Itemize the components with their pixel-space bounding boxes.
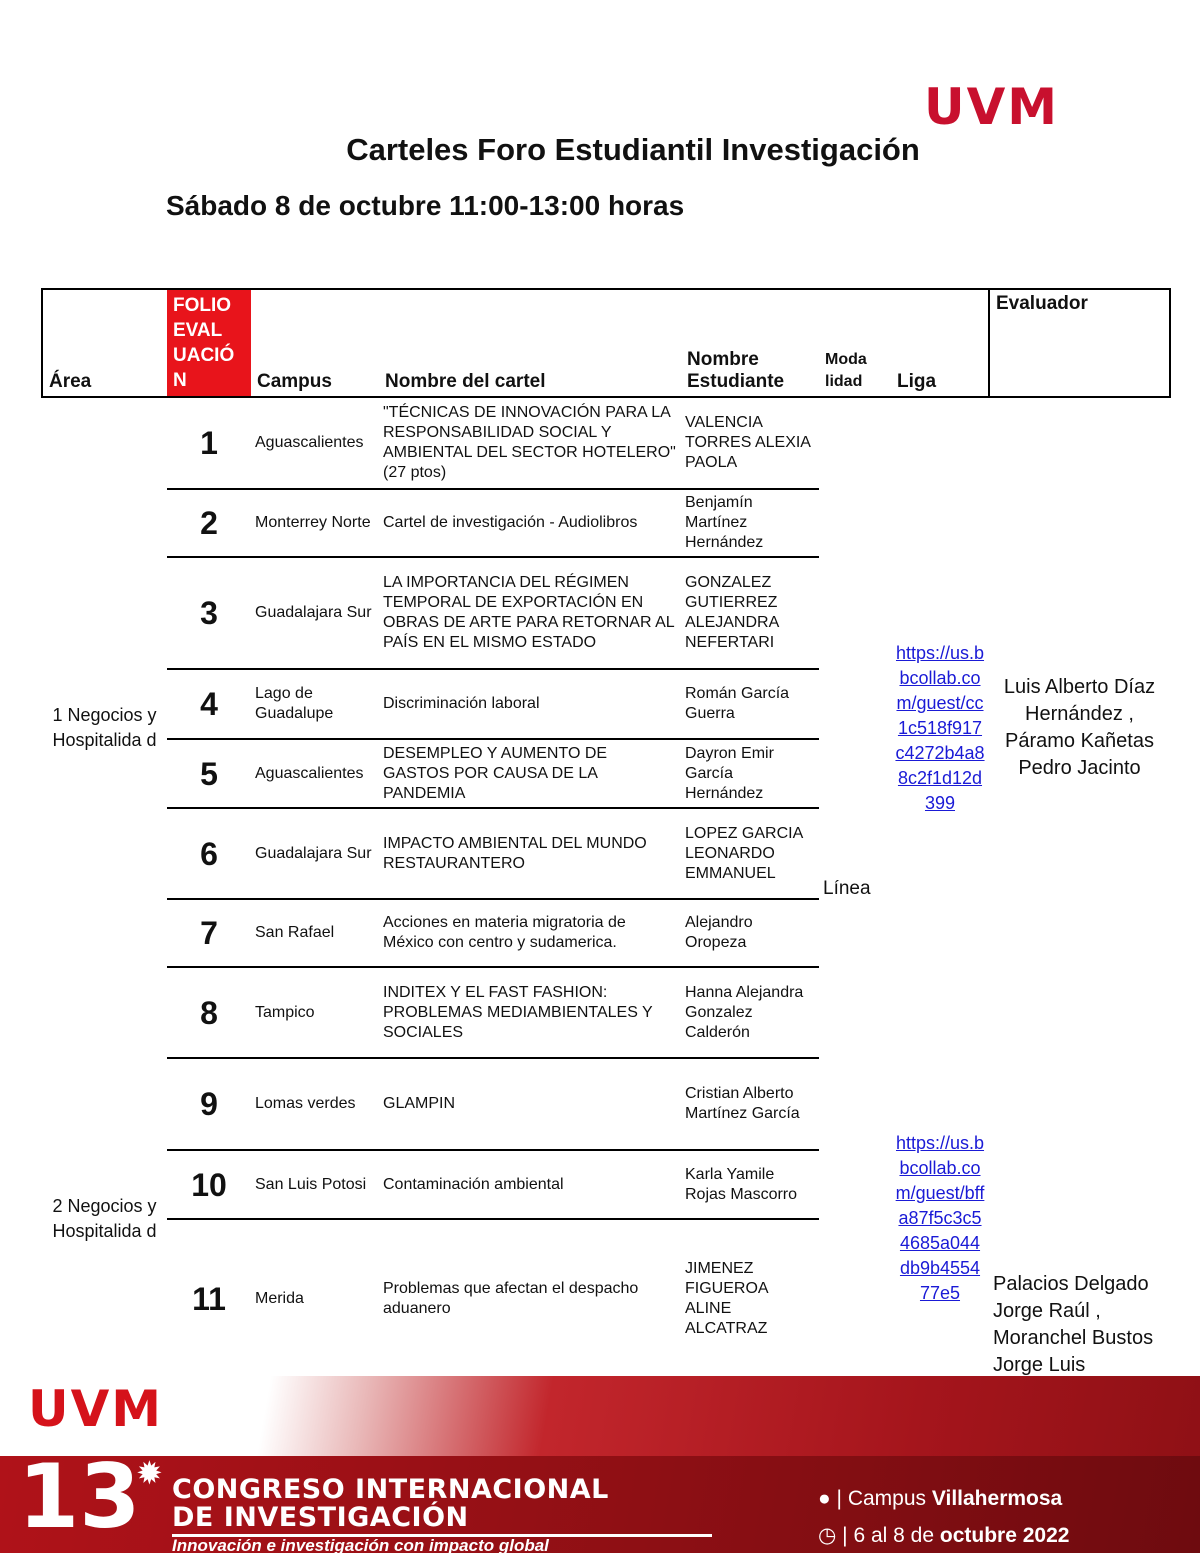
header-estudiante: Nombre Estudiante — [681, 289, 819, 397]
congress-number: 13 — [18, 1445, 141, 1548]
separator: | — [836, 1487, 848, 1510]
campus-name: Villahermosa — [931, 1487, 1063, 1510]
campus-cell: Tampico — [251, 967, 379, 1058]
folio-number: 5 — [167, 739, 251, 808]
page-subtitle: Sábado 8 de octubre 11:00-13:00 horas — [166, 190, 685, 221]
separator: | — [842, 1524, 854, 1547]
congress-tagline: Innovación e investigación con impacto global — [172, 1536, 549, 1555]
header-modalidad: Moda lidad — [819, 289, 891, 397]
cartel-cell: "TÉCNICAS DE INNOVACIÓN PARA LA RESPONSABILIDAD SOCIAL Y AMBIENTAL DEL SECTOR HOTELERO" (27 ptos) — [379, 397, 681, 489]
poster-schedule-table — [41, 288, 1171, 1380]
student-cell: Román García Guerra — [681, 669, 819, 739]
cartel-cell: LA IMPORTANCIA DEL RÉGIMEN TEMPORAL DE EXPORTACIÓN EN OBRAS DE ARTE PARA RETORNAR AL PAÍS EN EL MISMO ESTADO — [379, 557, 681, 669]
congress-title-line2: DE INVESTIGACIÓN — [172, 1502, 469, 1533]
campus-cell: Merida — [251, 1219, 379, 1379]
header-area: Área — [42, 289, 167, 397]
student-cell: Benjamín Martínez Hernández — [681, 489, 819, 557]
header-liga: Liga — [891, 289, 989, 397]
dates-prefix: 6 al 8 de — [853, 1524, 935, 1547]
folio-number: 7 — [167, 899, 251, 967]
folio-number: 11 — [167, 1219, 251, 1379]
congress-banner — [0, 1376, 1200, 1553]
folio-number: 8 — [167, 967, 251, 1058]
table-row — [42, 1058, 1170, 1150]
folio-number: 1 — [167, 397, 251, 489]
session-link[interactable]: https://us.bbcollab.com/guest/bffa87f5c3c54685a044db9b455477e5 — [895, 1133, 985, 1303]
folio-number: 9 — [167, 1058, 251, 1150]
session-link[interactable]: https://us.bbcollab.com/guest/cc1c518f917c4272b4a88c2f1d12d399 — [895, 642, 985, 813]
student-cell: JIMENEZ FIGUEROA ALINE ALCATRAZ — [681, 1219, 819, 1379]
cartel-cell: Acciones en materia migratoria de México con centro y sudamerica. — [379, 899, 681, 967]
cartel-cell: INDITEX Y EL FAST FASHION: PROBLEMAS MEDIAMBIENTALES Y SOCIALES — [379, 967, 681, 1058]
cartel-cell: Discriminación laboral — [379, 669, 681, 739]
cartel-cell: Contaminación ambiental — [379, 1150, 681, 1219]
folio-number: 3 — [167, 557, 251, 669]
campus-cell: Aguascalientes — [251, 739, 379, 808]
student-cell: LOPEZ GARCIA LEONARDO EMMANUEL — [681, 808, 819, 899]
cartel-cell: Problemas que afectan el despacho aduanero — [379, 1219, 681, 1379]
campus-cell: Guadalajara Sur — [251, 808, 379, 899]
campus-cell: Guadalajara Sur — [251, 557, 379, 669]
uvm-logo: UVM — [924, 78, 1060, 136]
folio-number: 2 — [167, 489, 251, 557]
campus-prefix: Campus — [847, 1487, 927, 1510]
modalidad-cell: Línea — [823, 877, 871, 899]
header-cartel: Nombre del cartel — [379, 289, 681, 397]
campus-cell: San Rafael — [251, 899, 379, 967]
dates-strong: octubre 2022 — [939, 1524, 1070, 1547]
student-cell: VALENCIA TORRES ALEXIA PAOLA — [681, 397, 819, 489]
area-cell: 1 Negocios y Hospitalida d — [52, 705, 157, 750]
uvm-footer-logo: UVM — [28, 1380, 164, 1438]
cartel-cell: IMPACTO AMBIENTAL DEL MUNDO RESTAURANTERO — [379, 808, 681, 899]
student-cell: Hanna Alejandra Gonzalez Calderón — [681, 967, 819, 1058]
header-evaluador: Evaluador — [989, 289, 1170, 397]
cartel-cell: DESEMPLEO Y AUMENTO DE GASTOS POR CAUSA DE LA PANDEMIA — [379, 739, 681, 808]
header-folio: FOLIO EVAL UACIÓ N — [167, 289, 251, 397]
campus-info — [818, 1487, 1062, 1511]
evaluador-cell: Palacios Delgado Jorge Raúl , Moranchel Bustos Jorge Luis — [993, 1273, 1154, 1376]
student-cell: Dayron Emir García Hernández — [681, 739, 819, 808]
folio-number: 4 — [167, 669, 251, 739]
congress-title-line1: CONGRESO INTERNACIONAL — [172, 1474, 609, 1505]
campus-cell: Aguascalientes — [251, 397, 379, 489]
student-cell: Alejandro Oropeza — [681, 899, 819, 967]
dates-info — [818, 1523, 1069, 1548]
folio-number: 6 — [167, 808, 251, 899]
gear-icon: ✹ — [136, 1455, 163, 1491]
area-cell: 2 Negocios y Hospitalida d — [52, 1195, 157, 1241]
student-cell: Cristian Alberto Martínez García — [681, 1058, 819, 1150]
page-title: Carteles Foro Estudiantil Investigación — [346, 132, 920, 167]
table-row — [42, 397, 1170, 489]
header-campus: Campus — [251, 289, 379, 397]
campus-cell: Lomas verdes — [251, 1058, 379, 1150]
header-row — [42, 289, 1170, 397]
student-cell: Karla Yamile Rojas Mascorro — [681, 1150, 819, 1219]
evaluador-cell: Luis Alberto Díaz Hernández , Páramo Kañetas Pedro Jacinto — [1003, 676, 1156, 779]
location-pin-icon: ● — [818, 1487, 831, 1510]
congress-title — [172, 1476, 609, 1532]
clock-icon: ◷ — [818, 1524, 837, 1547]
cartel-cell: GLAMPIN — [379, 1058, 681, 1150]
folio-number: 10 — [167, 1150, 251, 1219]
campus-cell: Monterrey Norte — [251, 489, 379, 557]
student-cell: GONZALEZ GUTIERREZ ALEJANDRA NEFERTARI — [681, 557, 819, 669]
campus-cell: San Luis Potosi — [251, 1150, 379, 1219]
cartel-cell: Cartel de investigación - Audiolibros — [379, 489, 681, 557]
campus-cell: Lago de Guadalupe — [251, 669, 379, 739]
